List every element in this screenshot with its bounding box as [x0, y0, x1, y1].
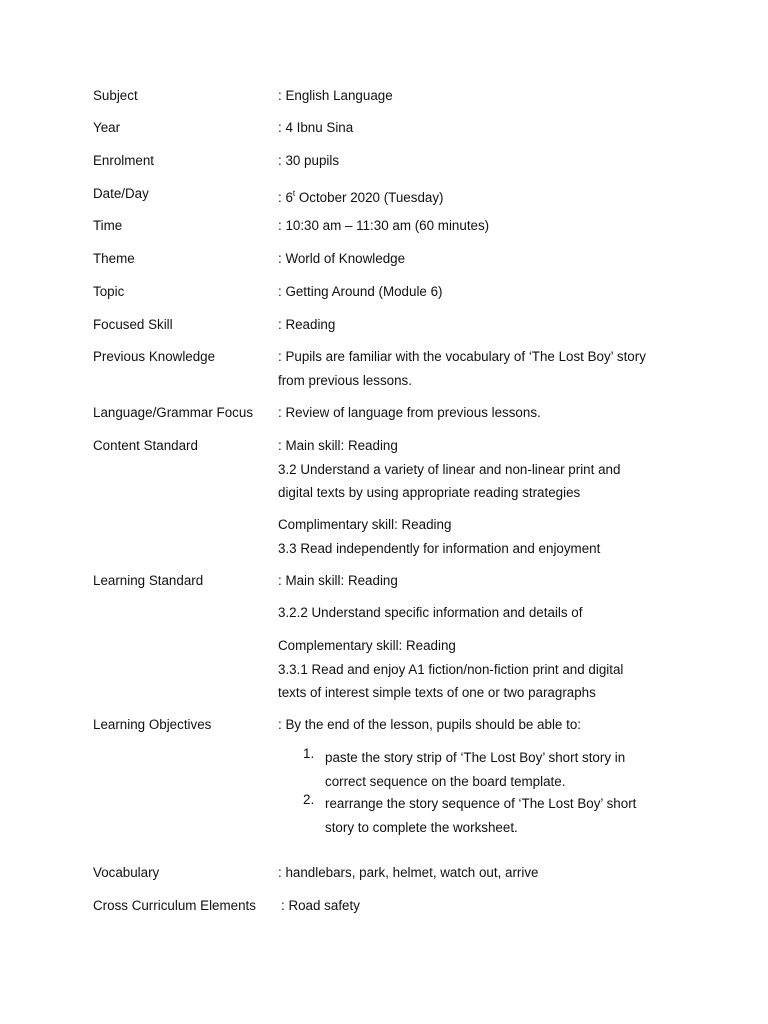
date-label: Date/Day	[93, 186, 149, 201]
previous-knowledge-value	[278, 345, 698, 392]
content-standard-main	[278, 434, 698, 505]
vocabulary-label: Vocabulary	[93, 865, 160, 880]
cce-label: Cross Curriculum Elements	[93, 898, 256, 913]
objective-number: 2.	[303, 792, 315, 807]
content-standard-line: : Main skill: Reading	[278, 438, 398, 453]
previous-knowledge-line: from previous lessons.	[278, 372, 412, 388]
cce-value: : Road safety	[281, 898, 360, 913]
learning-standard-comp-line: 3.3.1 Read and enjoy A1 fiction/non-fiction print and digital	[278, 661, 624, 677]
objective-line: correct sequence on the board template.	[325, 773, 566, 789]
content-standard-label: Content Standard	[93, 438, 198, 453]
focused-skill-label: Focused Skill	[93, 317, 173, 332]
theme-value: : World of Knowledge	[278, 251, 406, 266]
topic-label: Topic	[93, 284, 125, 299]
focused-skill-value: : Reading	[278, 317, 336, 332]
previous-knowledge-label: Previous Knowledge	[93, 349, 216, 364]
objective-text	[325, 792, 636, 839]
learning-objectives-intro: : By the end of the lesson, pupils should be able to:	[278, 717, 581, 732]
vocabulary-value: : handlebars, park, helmet, watch out, arrive	[278, 865, 539, 880]
content-standard-comp-line: Complimentary skill: Reading	[278, 517, 452, 532]
objective-line: rearrange the story sequence of ‘The Lost Boy’ short	[325, 796, 637, 811]
subject-value: : English Language	[278, 88, 393, 103]
date-prefix: : 6	[278, 190, 293, 205]
topic-value: : Getting Around (Module 6)	[278, 284, 443, 299]
content-standard-line: digital texts by using appropriate reading strategies	[278, 485, 581, 500]
content-standard-comp-line: 3.3 Read independently for information and enjoyment	[278, 540, 601, 556]
date-value	[278, 182, 698, 210]
enrolment-value: : 30 pupils	[278, 153, 340, 168]
learning-objectives-label: Learning Objectives	[93, 717, 212, 732]
language-focus-value: : Review of language from previous lessons.	[278, 405, 541, 420]
content-standard-line: 3.2 Understand a variety of linear and non-linear print and	[278, 461, 621, 477]
learning-standard-comp-line: texts of interest simple texts of one or two paragraphs	[278, 685, 596, 700]
date-ordinal: t	[292, 189, 296, 198]
time-value: : 10:30 am – 11:30 am (60 minutes)	[278, 218, 490, 233]
theme-label: Theme	[93, 251, 135, 266]
subject-label: Subject	[93, 88, 138, 103]
learning-standard-comp-line: Complementary skill: Reading	[278, 638, 456, 653]
objective-number: 1.	[303, 746, 315, 761]
learning-standard-label: Learning Standard	[93, 573, 204, 588]
language-focus-label: Language/Grammar Focus	[93, 405, 254, 420]
learning-standard-detail: 3.2.2 Understand specific information and details of	[278, 605, 583, 620]
year-label: Year	[93, 120, 121, 135]
learning-standard-main: : Main skill: Reading	[278, 573, 398, 588]
enrolment-label: Enrolment	[93, 153, 155, 168]
content-standard-comp	[278, 513, 698, 560]
year-value: : 4 Ibnu Sina	[278, 120, 354, 135]
date-suffix: October 2020 (Tuesday)	[295, 190, 444, 205]
objective-line: paste the story strip of ‘The Lost Boy’ short story in	[325, 750, 626, 765]
objective-text	[325, 746, 625, 793]
previous-knowledge-line: : Pupils are familiar with the vocabulary of ‘The Lost Boy’ story	[278, 349, 646, 364]
time-label: Time	[93, 218, 123, 233]
objective-line: story to complete the worksheet.	[325, 819, 518, 835]
learning-standard-comp	[278, 634, 698, 705]
